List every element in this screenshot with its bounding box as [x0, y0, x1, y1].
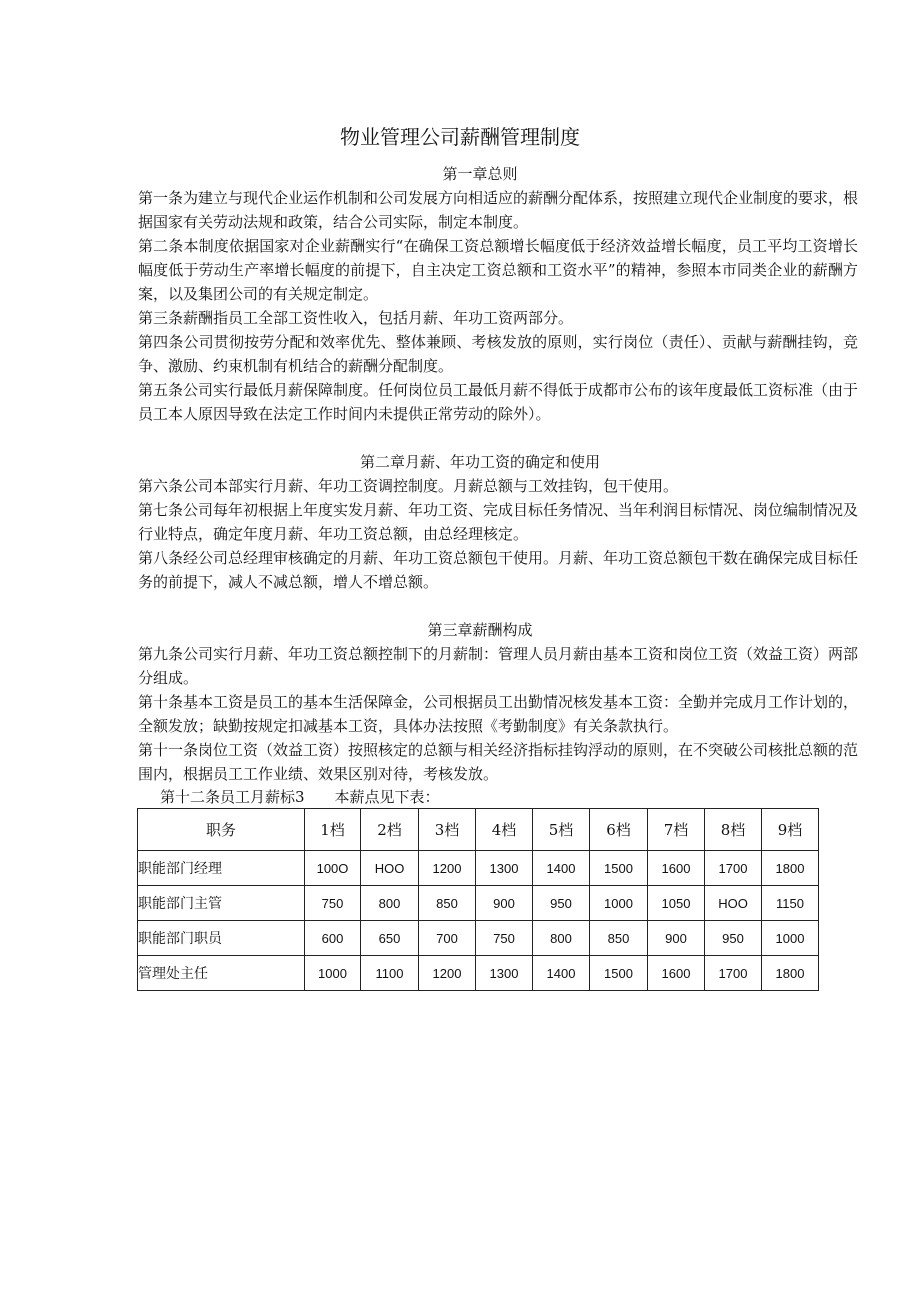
table-row — [138, 886, 819, 921]
article-7: 第七条公司每年初根据上年度实发月薪、年功工资、完成目标任务情况、当年利润目标情况、岗位编制情况及行业特点，确定年度月薪、年功工资总额，由总经理核定。 — [138, 501, 859, 543]
article-4: 第四条公司贯彻按劳分配和效率优先、整体兼顾、考核发放的原则，实行岗位（责任）、贡献与薪酬挂钩，竞争、激励、约束机制有机结合的薪酬分配制度。 — [138, 333, 858, 375]
salary-cell: 1000 — [590, 886, 648, 921]
salary-cell: 1800 — [762, 851, 819, 886]
salary-cell: 1050 — [648, 886, 705, 921]
article-3: 第三条薪酬指员工全部工资性收入，包括月薪、年功工资两部分。 — [138, 309, 574, 327]
table-header-row — [138, 809, 819, 851]
salary-cell: 700 — [419, 921, 476, 956]
header-cell-grade: 9档 — [762, 809, 819, 851]
salary-cell: 100O — [305, 851, 361, 886]
salary-cell: 1150 — [762, 886, 819, 921]
salary-cell: 850 — [590, 921, 648, 956]
table-row — [138, 956, 819, 991]
article-8: 第八条经公司总经理审核确定的月薪、年功工资总额包干使用。月薪、年功工资总额包干数在确保完成目标任务的前提下，减人不减总额，增人不增总额。 — [138, 549, 859, 591]
article-12-lead: 第十二条员工月薪标3 本薪点见下表： — [160, 788, 440, 806]
salary-cell: 950 — [533, 886, 590, 921]
salary-cell: 950 — [705, 921, 762, 956]
article-10: 第十条基本工资是员工的基本生活保障金，公司根据员工出勤情况核发基本工资：全勤并完成月工作计划的，全额发放；缺勤按规定扣减基本工资，具体办法按照《考勤制度》有关条款执行。 — [138, 693, 859, 735]
header-cell-grade: 8档 — [705, 809, 762, 851]
header-cell-grade: 6档 — [590, 809, 648, 851]
header-cell-grade: 2档 — [361, 809, 419, 851]
salary-cell: 1500 — [590, 851, 648, 886]
salary-cell: 800 — [361, 886, 419, 921]
header-cell-grade: 4档 — [476, 809, 533, 851]
salary-cell: 850 — [419, 886, 476, 921]
salary-cell: 750 — [305, 886, 361, 921]
salary-cell: 1100 — [361, 956, 419, 991]
salary-cell: 800 — [533, 921, 590, 956]
salary-table — [137, 808, 819, 991]
article-11: 第十一条岗位工资（效益工资）按照核定的总额与相关经济指标挂钩浮动的原则，在不突破公司核批总额的范围内，根据员工工作业绩、效果区别对待，考核发放。 — [138, 741, 859, 783]
salary-cell: 1700 — [705, 956, 762, 991]
salary-cell: 600 — [305, 921, 361, 956]
header-cell-grade: 1档 — [305, 809, 361, 851]
salary-cell: 1300 — [476, 851, 533, 886]
position-cell: 职能部门职员 — [138, 921, 305, 956]
chapter-3-heading: 第三章薪酬构成 — [427, 621, 533, 639]
salary-cell: 1600 — [648, 956, 705, 991]
salary-cell: 1200 — [419, 956, 476, 991]
salary-cell: 1300 — [476, 956, 533, 991]
position-cell: 管理处主任 — [138, 956, 305, 991]
salary-cell: 650 — [361, 921, 419, 956]
table-row — [138, 921, 819, 956]
position-cell: 职能部门经理 — [138, 851, 305, 886]
document-title: 物业管理公司薪酬管理制度 — [340, 125, 580, 149]
salary-cell: HOO — [361, 851, 419, 886]
salary-cell: 1400 — [533, 851, 590, 886]
salary-cell: 900 — [476, 886, 533, 921]
salary-cell: 1200 — [419, 851, 476, 886]
salary-cell: HOO — [705, 886, 762, 921]
chapter-2-heading: 第二章月薪、年功工资的确定和使用 — [359, 453, 600, 471]
salary-cell: 750 — [476, 921, 533, 956]
salary-cell: 1400 — [533, 956, 590, 991]
article-6: 第六条公司本部实行月薪、年功工资调控制度。月薪总额与工效挂钩，包干使用。 — [138, 477, 679, 495]
salary-cell: 1800 — [762, 956, 819, 991]
article-2: 第二条本制度依据国家对企业薪酬实行“在确保工资总额增长幅度低于经济效益增长幅度，员工平均工资增长幅度低于劳动生产率增长幅度的前提下，自主决定工资总额和工资水平”的精神，参照本市同类企业的薪酬方案，以及集团公司的有关规定制定。 — [138, 237, 858, 303]
salary-cell: 1600 — [648, 851, 705, 886]
salary-cell: 1000 — [762, 921, 819, 956]
header-cell-grade: 7档 — [648, 809, 705, 851]
article-9: 第九条公司实行月薪、年功工资总额控制下的月薪制：管理人员月薪由基本工资和岗位工资（效益工资）两部分组成。 — [138, 645, 859, 687]
header-cell-position: 职务 — [138, 809, 305, 851]
salary-cell: 1700 — [705, 851, 762, 886]
header-cell-grade: 3档 — [419, 809, 476, 851]
article-5: 第五条公司实行最低月薪保障制度。任何岗位员工最低月薪不得低于成都市公布的该年度最低工资标准（由于员工本人原因导致在法定工作时间内未提供正常劳动的除外）。 — [138, 381, 859, 423]
salary-cell: 1500 — [590, 956, 648, 991]
chapter-1-heading: 第一章总则 — [442, 165, 518, 183]
table-row — [138, 851, 819, 886]
salary-cell: 900 — [648, 921, 705, 956]
header-cell-grade: 5档 — [533, 809, 590, 851]
salary-cell: 1000 — [305, 956, 361, 991]
position-cell: 职能部门主管 — [138, 886, 305, 921]
article-1: 第一条为建立与现代企业运作机制和公司发展方向相适应的薪酬分配体系，按照建立现代企业制度的要求，根据国家有关劳动法规和政策，结合公司实际，制定本制度。 — [138, 189, 859, 231]
